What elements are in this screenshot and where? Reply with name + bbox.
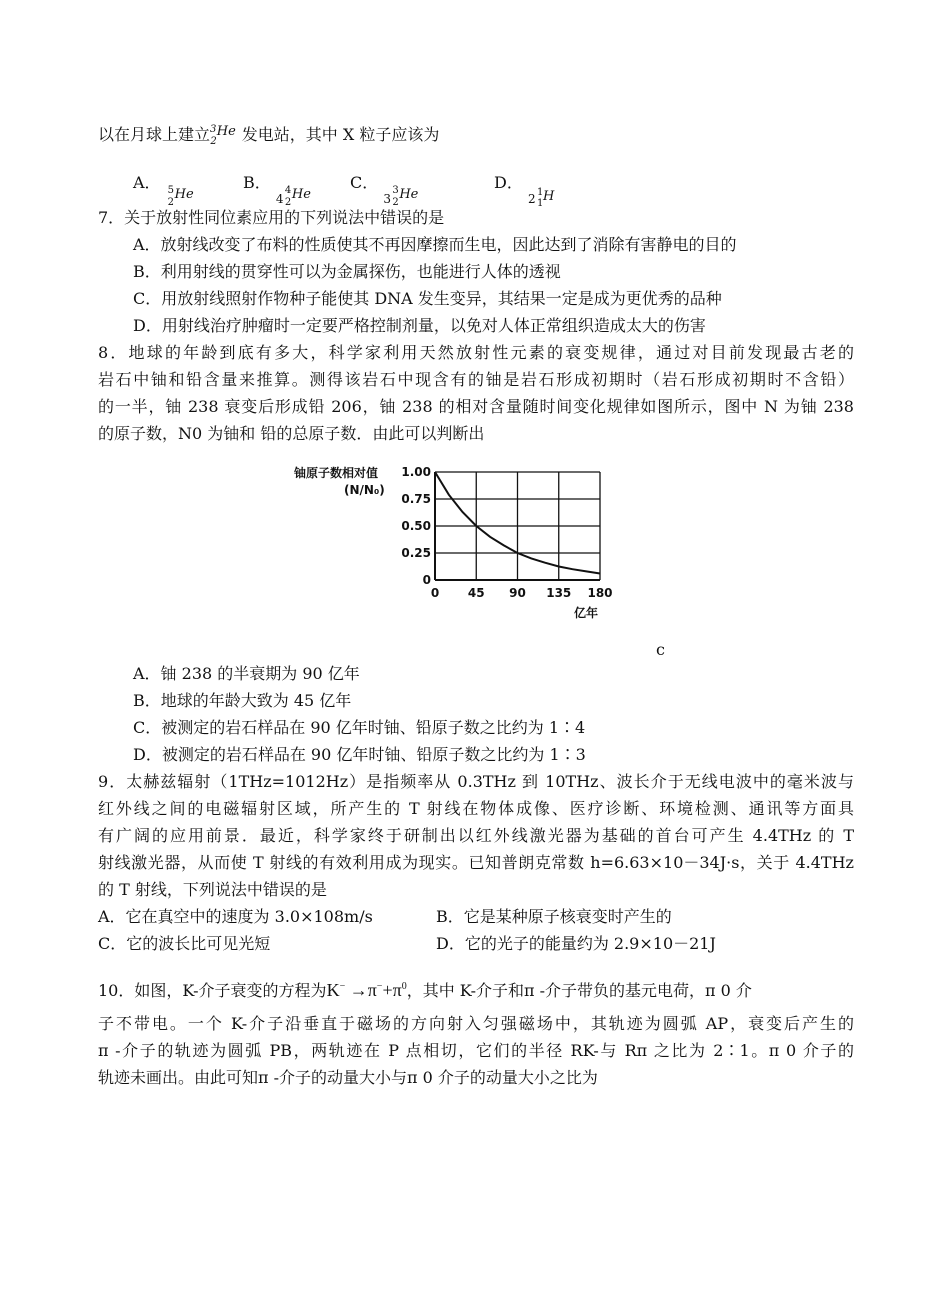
chart-grid xyxy=(435,472,600,580)
intro-text-a: 以在月球上建立 xyxy=(98,125,211,144)
y-tick-label: 1.00 xyxy=(401,465,431,479)
q6-option-d[interactable] xyxy=(494,172,568,209)
q9-option-a[interactable]: A．它在真空中的速度为 3.0×108m/s xyxy=(98,907,373,926)
q7-option-c[interactable]: C．用放射线照射作物种子能使其 DNA 发生变异，其结果一定是成为更优秀的品种 xyxy=(133,289,722,308)
coefficient: 4 xyxy=(275,192,284,206)
eq-neutral-pion: π xyxy=(392,980,402,1000)
q10-line-2: 子不带电。一个 K-介子沿垂直于磁场的方向射入匀强磁场中，其轨迹为圆弧 AP，衰变后产生的 xyxy=(98,1014,854,1033)
charge-number: 1 xyxy=(536,198,544,209)
q8-option-d[interactable]: D．被测定的岩石样品在 90 亿年时铀、铅原子数之比约为 1∶3 xyxy=(133,745,586,764)
uranium-decay-chart xyxy=(292,462,622,622)
x-tick-label: 135 xyxy=(546,586,572,600)
mass-number: 1 xyxy=(536,187,544,198)
option-letter: D． xyxy=(494,173,523,192)
x-tick-label: 90 xyxy=(509,586,526,600)
option-letter: A． xyxy=(133,173,161,192)
decay-equation xyxy=(327,980,407,1000)
q7-stem: 7．关于放射性同位素应用的下列说法中错误的是 xyxy=(98,208,445,227)
q6-option-a[interactable] xyxy=(133,172,200,208)
x-tick-label: 180 xyxy=(587,586,613,600)
option-letter: B． xyxy=(243,173,271,192)
eq-arrow: → xyxy=(349,980,368,1000)
q6-option-c[interactable] xyxy=(350,172,427,208)
eq-neutral-pion-charge: 0 xyxy=(401,981,407,992)
x-tick-label: 45 xyxy=(467,586,485,600)
q10-line-4: 轨迹未画出。由此可知π -介子的动量大小与π 0 介子的动量大小之比为 xyxy=(98,1068,598,1087)
y-tick-label: 0.25 xyxy=(401,546,431,560)
q7-option-a[interactable]: A．放射线改变了布料的性质使其不再因摩擦而生电，因此达到了消除有害静电的目的 xyxy=(133,235,737,254)
element-symbol: He xyxy=(291,187,311,202)
he3-mass: 3 xyxy=(210,124,217,135)
q7-option-d[interactable]: D．用射线治疗肿瘤时一定要严格控制剂量，以免对人体正常组织造成太大的伤害 xyxy=(133,316,706,335)
x-tick-label: 0 xyxy=(430,586,440,600)
y-tick-label: 0.75 xyxy=(401,492,431,506)
mass-number: 3 xyxy=(392,185,399,196)
charge-number: 2 xyxy=(284,197,292,208)
he3-nuclide xyxy=(210,119,242,149)
mass-number: 5 xyxy=(167,185,175,196)
q9-stem-line-3: 有广阔的应用前景．最近，科学家终于研制出以红外线激光器为基础的首台可产生 4.4THz 的 T xyxy=(98,826,854,845)
he3-symbol: He xyxy=(216,124,236,139)
element-symbol: He xyxy=(174,187,194,202)
charge-number: 2 xyxy=(167,197,175,208)
q8-option-c[interactable]: C．被测定的岩石样品在 90 亿年时铀、铅原子数之比约为 1∶4 xyxy=(133,718,586,737)
coefficient: 3 xyxy=(383,192,391,206)
q7-option-b[interactable]: B．利用射线的贯穿性可以为金属探伤，也能进行人体的透视 xyxy=(133,262,561,281)
q9-option-b[interactable]: B．它是某种原子核衰变时产生的 xyxy=(436,907,672,926)
q9-stem-line-5: 的 T 射线，下列说法中错误的是 xyxy=(98,880,327,899)
element-symbol: H xyxy=(542,189,555,204)
eq-kaon-charge: − xyxy=(339,981,346,992)
eq-pion: π xyxy=(367,980,377,1000)
q8-stem-line-1: 8．地球的年龄到底有多大，科学家利用天然放射性元素的衰变规律，通过对目前发现最古老的 xyxy=(98,343,854,362)
q10-text-a: 10．如图，K-介子衰变的方程为 xyxy=(98,981,327,1000)
charge-number: 2 xyxy=(392,197,399,208)
element-symbol: He xyxy=(399,187,419,202)
he3-charge: 2 xyxy=(210,136,217,147)
q8-stem-line-2: 岩石中铀和铅含量来推算。测得该岩石中现含有的铀是岩石形成初期时（岩石形成初期时不含铅） xyxy=(98,370,854,389)
intro-line xyxy=(98,119,439,149)
q9-option-c[interactable]: C．它的波长比可见光短 xyxy=(98,934,271,953)
q8-option-a[interactable]: A．铀 238 的半衰期为 90 亿年 xyxy=(133,664,360,683)
eq-kaon: K xyxy=(326,980,340,1000)
q10-line-1 xyxy=(98,976,752,1002)
mass-number: 4 xyxy=(284,185,292,196)
y-axis-label-line-1: 铀原子数相对值 xyxy=(294,466,379,480)
eq-plus: + xyxy=(382,980,393,1000)
q8-option-b[interactable]: B．地球的年龄大致为 45 亿年 xyxy=(133,691,352,710)
y-tick-label: 0 xyxy=(422,573,431,587)
q8-stem-line-3: 的一半，铀 238 衰变后形成铅 206，铀 238 的相对含量随时间变化规律如图所示，图中 N 为铀 238 xyxy=(98,397,854,416)
coefficient: 2 xyxy=(527,192,536,206)
q9-stem-line-4: 射线激光器，从而使 T 射线的有效利用成为现实。已知普朗克常数 h=6.63×10－34J·s，关于 4.4THz xyxy=(98,853,854,872)
q9-stem-line-2: 红外线之间的电磁辐射区域，所产生的 T 射线在物体成像、医疗诊断、环境检测、通讯等方面具 xyxy=(98,799,854,818)
eq-pion-charge: − xyxy=(376,981,383,992)
option-letter: C． xyxy=(350,173,379,192)
q10-line-3: π -介子的轨迹为圆弧 PB，两轨迹在 P 点相切，它们的半径 RK-与 Rπ 之比为 2∶1。π 0 介子的 xyxy=(98,1041,854,1060)
y-tick-label: 0.50 xyxy=(401,519,431,533)
y-axis-label-line-2: (N/N₀) xyxy=(344,483,385,497)
intro-text-b: 发电站，其中 X 粒子应该为 xyxy=(241,125,440,144)
q6-option-b[interactable] xyxy=(243,172,320,208)
q9-stem-line-1: 9．太赫兹辐射（1THz=1012Hz）是指频率从 0.3THz 到 10THz、波长介于无线电波中的毫米波与 xyxy=(98,772,854,791)
q9-option-d[interactable]: D．它的光子的能量约为 2.9×10－21J xyxy=(436,934,716,953)
q8-stem-line-4: 的原子数，N0 为铀和 铅的总原子数．由此可以判断出 xyxy=(98,424,485,443)
x-axis-label: 亿年 xyxy=(574,606,599,620)
figure-caption: c xyxy=(656,640,665,659)
q10-text-b: ，其中 K-介子和π -介子带负的基元电荷，π 0 介 xyxy=(406,981,752,1000)
